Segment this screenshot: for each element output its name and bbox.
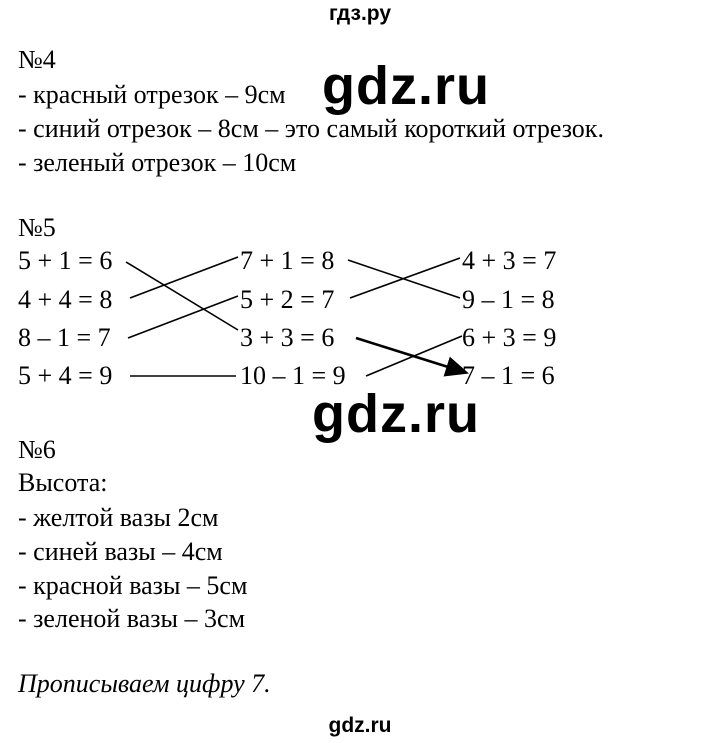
task6-label: Высота: xyxy=(18,468,108,497)
site-header: гдз.ру xyxy=(328,2,392,25)
task6-line-blue: - синей вазы – 4см xyxy=(18,537,223,566)
eq-c3-r4: 7 – 1 = 6 xyxy=(462,361,555,390)
site-footer: gdz.ru xyxy=(328,714,392,737)
eq-c3-r1: 4 + 3 = 7 xyxy=(462,246,557,275)
watermark-top: gdz.ru xyxy=(322,56,490,116)
task6-line-yellow: - желтой вазы 2см xyxy=(18,503,219,532)
eq-c2-r1: 7 + 1 = 8 xyxy=(240,246,335,275)
eq-c2-r3: 3 + 3 = 6 xyxy=(240,323,335,352)
watermark-middle: gdz.ru xyxy=(312,384,480,444)
eq-c1-r2: 4 + 4 = 8 xyxy=(18,285,113,314)
link-6-to-6 xyxy=(126,262,238,330)
task4-line-blue: - синий отрезок – 8см – это самый короткий отрезок. xyxy=(18,114,604,143)
link-6-to-6-right xyxy=(356,338,464,372)
eq-c1-r3: 8 – 1 = 7 xyxy=(18,323,111,352)
task6-line-green: - зеленой вазы – 3см xyxy=(18,604,246,633)
task4-heading: №4 xyxy=(18,45,56,74)
link-8-to-8 xyxy=(130,257,238,298)
task5-heading: №5 xyxy=(18,213,56,242)
eq-c2-r2: 5 + 2 = 7 xyxy=(240,285,335,314)
eq-c1-r1: 5 + 1 = 6 xyxy=(18,246,113,275)
eq-c3-r3: 6 + 3 = 9 xyxy=(462,323,557,352)
task4-line-red: - красный отрезок – 9см xyxy=(18,80,286,109)
task4-line-green: - зеленый отрезок – 10см xyxy=(18,148,297,177)
eq-c1-r4: 5 + 4 = 9 xyxy=(18,361,113,390)
eq-c3-r2: 9 – 1 = 8 xyxy=(462,285,555,314)
task6-heading: №6 xyxy=(18,435,56,464)
task6-line-red: - красной вазы – 5см xyxy=(18,571,248,600)
footer-note: Прописываем цифру 7. xyxy=(18,669,271,698)
eq-c2-r4: 10 – 1 = 9 xyxy=(240,361,346,390)
link-9-to-9-right xyxy=(366,336,462,376)
link-7-to-7 xyxy=(128,296,238,338)
